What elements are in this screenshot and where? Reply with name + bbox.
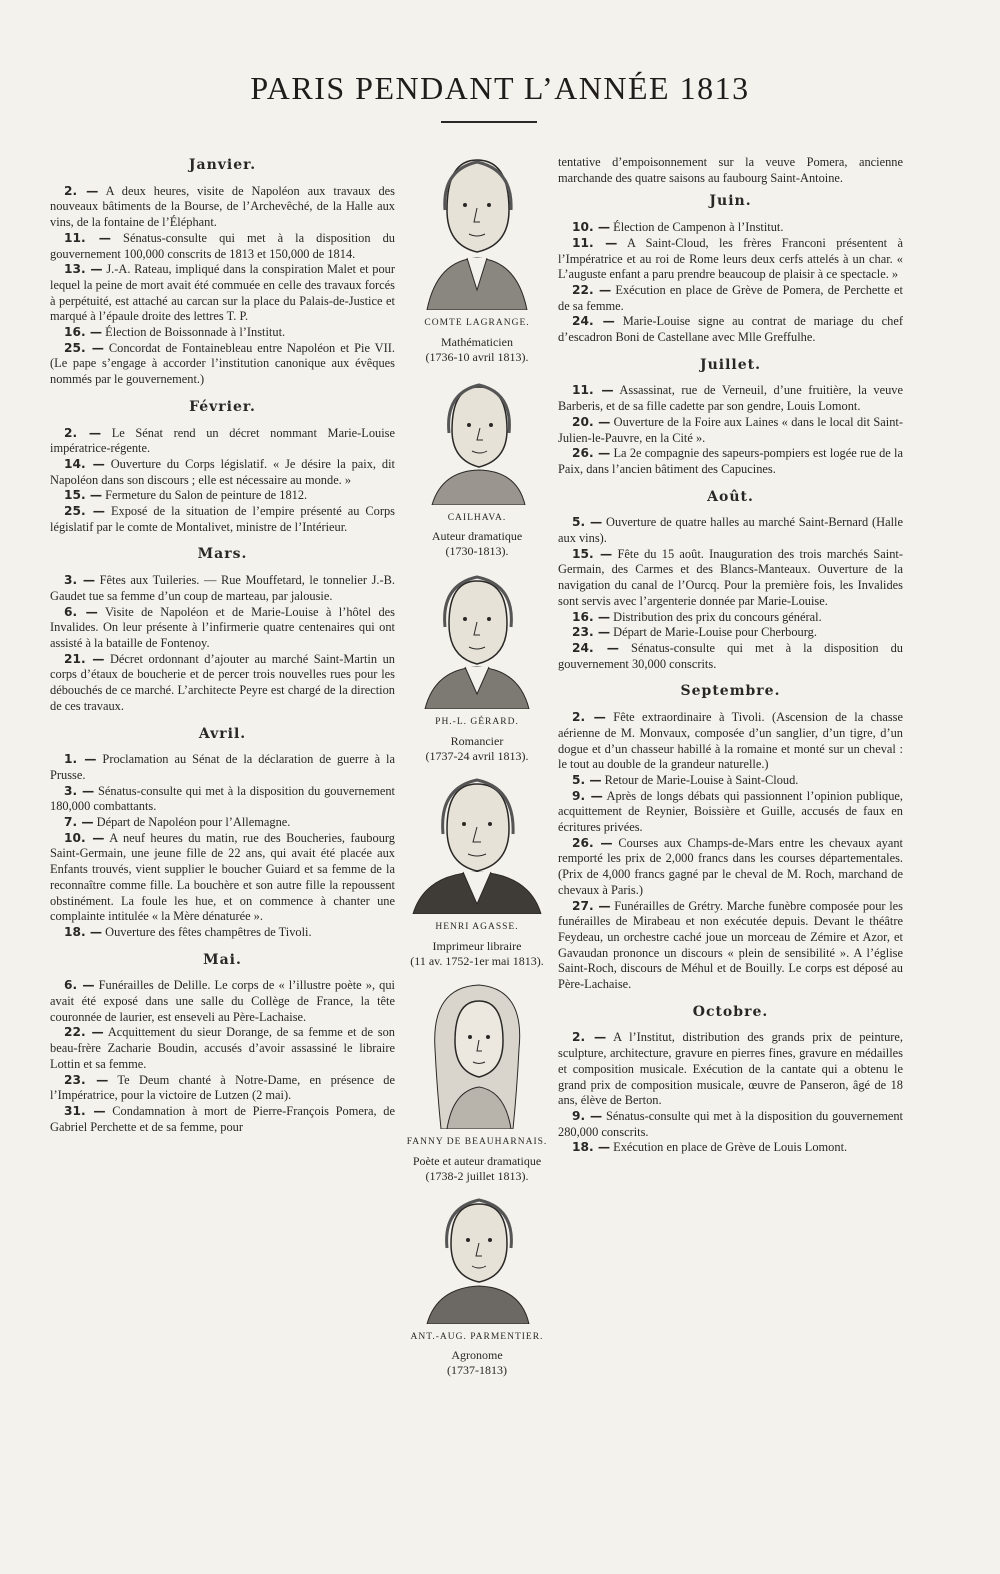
entry-day: 2. —	[572, 710, 606, 725]
entry-day: 25. —	[64, 340, 104, 355]
entry	[558, 415, 903, 446]
entry	[558, 547, 903, 610]
entry-day: 9. —	[572, 1108, 603, 1123]
entry	[50, 184, 395, 231]
entry-text: Ouverture des fêtes champêtres de Tivoli.	[105, 924, 312, 939]
month-heading: Février.	[189, 398, 256, 415]
entry	[558, 710, 903, 773]
entry	[558, 515, 903, 546]
entry-day: 11. —	[572, 383, 614, 398]
entry-text: A Saint-Cloud, les frères Franconi présentent à l’Impératrice et au roi de Rome leurs deux cerfs attelés à un char. « L’auguste enfant a paru prendre beaucoup de plaisir à ce spectacle. »	[558, 235, 903, 282]
entry-text: Élection de Boissonnade à l’Institut.	[105, 325, 286, 340]
portrait-desc: Romancier	[450, 734, 504, 749]
month-heading: Août.	[707, 488, 754, 505]
month-heading: Janvier.	[188, 157, 257, 173]
entry-text: Ouverture de la Foire aux Laines « dans le local dit Saint-Julien-le-Pauvre, en la Cité ».	[558, 414, 903, 445]
section-fevrier	[50, 400, 395, 536]
entry-day: 24. —	[572, 314, 615, 329]
entry-text: Proclamation au Sénat de la déclaration de guerre à la Prusse.	[50, 752, 395, 782]
page-title: PARIS PENDANT L’ANNÉE 1813	[250, 70, 750, 106]
entry-text: A neuf heures du matin, rue des Boucheries, faubourg Saint-Germain, une jeune fille de 22 ans, qui avait été placée aux Enfants trouvés, vient supplier le boucher Guiard et sa femme de la reconnaître comme fille. La bouchère et son autre fille la repoussent obstinément. La foule les hue, et on commence à chanter une complainte intitulée « la Mère dénaturée ».	[50, 830, 395, 924]
entry-text: Marie-Louise signe au contrat de mariage du chef d’escadron Boni de Castellane avec Mlle Greffulhe.	[558, 314, 903, 345]
entry-text: Décret ordonnant d’ajouter au marché Saint-Martin un corps d’étaux de boucherie et de percer trois nouvelles rues pour les débouchés de ce marché. L’architecte Peyre est chargé de la direction de ces travaux.	[50, 651, 395, 713]
entry	[50, 605, 395, 652]
entry-day: 9. —	[572, 788, 603, 803]
section-aout	[558, 490, 903, 673]
portrait-engraving-icon	[417, 569, 537, 709]
entry-text: Départ de Marie-Louise pour Cherbourg.	[613, 625, 817, 640]
entry-day: 3. —	[64, 573, 96, 588]
entry	[50, 504, 395, 535]
entry	[50, 652, 395, 715]
entry	[50, 341, 395, 388]
portrait-dates: (1730-1813).	[445, 544, 509, 559]
portrait-parmentier	[398, 1194, 556, 1379]
entry-day: 3. —	[64, 783, 95, 798]
section-septembre	[558, 684, 903, 992]
title-rule	[441, 121, 537, 123]
portrait-engraving-icon	[417, 375, 537, 505]
entry-text: Exécution en place de Grève de Pomera, de Perchette et de sa femme.	[558, 282, 903, 313]
portrait-name: CAILHAVA.	[447, 512, 507, 523]
month-heading: Avril.	[198, 725, 247, 742]
left-column	[50, 150, 395, 1147]
month-heading: Septembre.	[680, 683, 781, 700]
portrait-engraving-icon	[407, 774, 547, 914]
entry	[50, 231, 395, 262]
entry-text: Départ de Napoléon pour l’Allemagne.	[96, 815, 291, 830]
entry-text: Sénatus-consulte qui met à la disposition du gouvernement 180,000 combattants.	[50, 783, 395, 814]
entry-text: Ouverture de quatre halles au marché Saint-Bernard (Halle aux vins).	[558, 515, 903, 546]
entry-day: 21. —	[64, 651, 105, 666]
entry-day: 10. —	[572, 220, 611, 235]
entry-text: Acquittement du sieur Dorange, de sa femme et de son beau-frère Zacharie Boudin, accusés d’avoir assassiné le libraire Lottin et sa femme.	[50, 1025, 395, 1071]
entry-day: 11. —	[64, 230, 111, 245]
entry	[558, 773, 903, 789]
entry-day: 1. —	[64, 752, 97, 767]
section-juillet	[558, 358, 903, 478]
entry-day: 6. —	[64, 604, 98, 619]
entry-day: 16. —	[572, 609, 611, 624]
entry-text: Après de longs débats qui passionnent l’opinion publique, acquittement de Reynier, Boissière et Guille, accusés de faux en écritures privées.	[558, 788, 904, 835]
entry	[558, 1140, 903, 1156]
entry	[558, 641, 903, 672]
entry-text: Sénatus-consulte qui met à la disposition du gouvernement 100,000 conscrits de 1813 et 150,000 de 1814.	[50, 230, 395, 261]
entry-day: 15. —	[572, 546, 613, 561]
entry	[558, 836, 903, 899]
entry-text: Te Deum chanté à Notre-Dame, en présence de l’Impératrice, pour la victoire de Lutzen (2 mai).	[50, 1072, 395, 1103]
entry	[50, 815, 395, 831]
month-heading: Mai.	[203, 951, 242, 968]
portrait-dates: (11 av. 1752-1er mai 1813).	[410, 953, 544, 968]
entry	[50, 784, 395, 815]
section-avril	[50, 727, 395, 941]
portrait-column	[398, 150, 556, 1388]
portrait-agasse	[398, 774, 556, 969]
entry-day: 23. —	[572, 625, 611, 640]
entry-day: 16. —	[64, 325, 103, 340]
entry	[50, 488, 395, 504]
entry-text: Le Sénat rend un décret nommant Marie-Louise impératrice-régente.	[50, 425, 395, 456]
entry-day: 26. —	[572, 446, 611, 461]
portrait-name: ANT.-AUG. PARMENTIER.	[410, 1331, 544, 1342]
entry	[558, 236, 903, 283]
entry-text: Concordat de Fontainebleau entre Napoléon et Pie VII. (Le pape s’engage à accorder l’institution canonique aux évêques nommés par le gouvernement.)	[50, 340, 395, 387]
portrait-dates: (1737-1813)	[447, 1363, 507, 1378]
entry	[50, 426, 395, 457]
entry-text: A deux heures, visite de Napoléon aux travaux des nouveaux bâtiments de la Bourse, de l’Archevêché, de la Halle aux vins, de la fontaine de l’Éléphant.	[50, 183, 395, 230]
entry-text: Élection de Campenon à l’Institut.	[613, 220, 784, 235]
entry-day: 2. —	[64, 183, 99, 198]
entry	[50, 1073, 395, 1104]
entry-day: 23. —	[64, 1072, 109, 1087]
entry	[558, 1030, 903, 1109]
portrait-lagrange	[398, 150, 556, 365]
entry-text: Sénatus-consulte qui met à la disposition du gouvernement 30,000 conscrits.	[558, 640, 903, 671]
entry-day: 22. —	[64, 1025, 104, 1040]
entry	[558, 789, 903, 836]
entry-day: 18. —	[572, 1140, 611, 1155]
entry	[558, 220, 903, 236]
entry-text: Distribution des prix du concours général.	[613, 609, 822, 624]
right-column	[558, 155, 903, 1168]
entry	[558, 899, 903, 993]
month-heading: Juillet.	[699, 356, 761, 373]
entry-day: 7. —	[64, 815, 94, 830]
portrait-name: PH.-L. GÉRARD.	[435, 717, 519, 728]
section-octobre	[558, 1005, 903, 1156]
entry-text: Exposé de la situation de l’empire présenté au Corps législatif par le comte de Montalivet, ministre de l’Intérieur.	[50, 504, 395, 534]
entry-text: Ouverture du Corps législatif. « Je désire la paix, dit Napoléon dans son discours ; elle est nécessaire au monde. »	[50, 456, 396, 487]
section-janvier	[50, 158, 395, 388]
entry-day: 15. —	[64, 488, 103, 503]
portrait-name: HENRI AGASSE.	[435, 922, 519, 933]
portrait-desc: Agronome	[451, 1348, 503, 1363]
entry	[50, 1025, 395, 1072]
portrait-desc: Mathématicien	[441, 334, 513, 349]
entry-text: Sénatus-consulte qui met à la disposition du gouvernement 280,000 conscrits.	[558, 1108, 903, 1139]
entry	[558, 446, 903, 477]
entry-day: 18. —	[64, 924, 103, 939]
entry-day: 5. —	[572, 515, 603, 530]
portrait-name: FANNY DE BEAUHARNAIS.	[406, 1136, 548, 1147]
entry	[558, 283, 903, 314]
portrait-engraving-icon	[417, 1194, 537, 1324]
entry-text: Exécution en place de Grève de Louis Lomont.	[613, 1140, 848, 1155]
entry-day: 22. —	[572, 282, 612, 297]
month-heading: Octobre.	[692, 1003, 769, 1020]
portrait-engraving-icon	[417, 979, 537, 1129]
entry	[558, 383, 903, 414]
entry-text: Retour de Marie-Louise à Saint-Cloud.	[604, 772, 799, 787]
portrait-dates: (1737-24 avril 1813).	[425, 749, 529, 764]
entry-text: A l’Institut, distribution des grands prix de peinture, sculpture, architecture, gravure en pierres fines, gravure en médailles et composition musicale. Exécution de la cantate qui a obtenu le grand prix de composition musicale, œuvre de Panseron, âgé de 18 ans, élève de Berton.	[558, 1030, 903, 1108]
continued-text: tentative d’empoisonnement sur la veuve Pomera, ancienne marchande des quatre saisons au faubourg Saint-Antoine.	[558, 155, 903, 185]
entry-day: 5. —	[572, 772, 602, 787]
portrait-desc: Poète et auteur dramatique	[412, 1153, 542, 1168]
month-heading: Juin.	[709, 193, 752, 210]
entry	[558, 625, 903, 641]
month-heading: Mars.	[197, 546, 248, 563]
portrait-cailhava	[398, 375, 556, 560]
entry-day: 20. —	[572, 414, 611, 429]
entry-day: 11. —	[572, 235, 618, 250]
entry-text: Condamnation à mort de Pierre-François Pomera, de Gabriel Perchette et de sa femme, pour	[50, 1103, 395, 1134]
section-mai	[50, 953, 395, 1136]
entry-day: 14. —	[64, 456, 105, 471]
entry-day: 27. —	[572, 898, 611, 913]
entry-text: Funérailles de Grétry. Marche funèbre composée pour les funérailles de Mirabeau et non exécutée depuis. Devant le théâtre Feydeau, un orchestre caché joue un morceau de Zémire et Azor, et Gavaudan prononce un discours « plein de sensibilité ». A l’église Saint-Roch, discours de Méhul et de Bouilly. Le corps est déposé au Père-Lachaise.	[558, 898, 903, 992]
entry	[558, 610, 903, 626]
entry	[558, 1109, 903, 1140]
entry-day: 10. —	[64, 830, 105, 845]
entry-text: J.-A. Rateau, impliqué dans la conspiration Malet et pour lequel la peine de mort avait été commuée en celle des travaux forcés à perpétuité, est attaché au carcan sur la place du Palais-de-Justice et marqué à l’épaule droite des lettres T. P.	[50, 262, 395, 324]
entry-text: Fête du 15 août. Inauguration des trois marchés Saint-Germain, des Carmes et des Blancs-Manteaux. Ouverture de la navigation du canal de l’Ourcq. Pour la première fois, les Invalides sont servis avec l’argenterie donnée par Marie-Louise.	[558, 546, 903, 608]
entry-day: 2. —	[572, 1030, 607, 1045]
portrait-desc: Auteur dramatique	[431, 529, 523, 544]
entry-day: 25. —	[64, 504, 105, 519]
entry-day: 24. —	[572, 640, 619, 655]
entry-day: 2. —	[64, 425, 102, 440]
entry-text: Fermeture du Salon de peinture de 1812.	[105, 488, 308, 503]
section-mars	[50, 547, 395, 714]
portrait-dates: (1736-10 avril 1813).	[425, 349, 529, 364]
portrait-beauharnais	[398, 979, 556, 1184]
entry-day: 13. —	[64, 262, 103, 277]
entry	[50, 573, 395, 604]
entry	[50, 1104, 395, 1135]
entry-day: 6. —	[64, 978, 95, 993]
entry	[50, 925, 395, 941]
portrait-desc: Imprimeur libraire	[432, 938, 522, 953]
entry-day: 31. —	[64, 1103, 106, 1118]
entry	[50, 831, 395, 925]
entry-text: Visite de Napoléon et de Marie-Louise à l’hôtel des Invalides. On leur présente à l’infirmerie quatre centenaires qui ont assisté à la bataille de Fontenoy.	[50, 604, 395, 650]
entry	[558, 314, 903, 345]
entry-text: Fête extraordinaire à Tivoli. (Ascension de la chasse aérienne de M. Monvaux, composée d’un sanglier, d’un tigre, d’un dogue et d’un chasseur habillé à la romaine et monté sur un cheval : le tout au double de la grandeur naturelle.)	[558, 710, 903, 772]
portrait-dates: (1738-2 juillet 1813).	[425, 1168, 529, 1183]
entry	[50, 978, 395, 1025]
entry-text: La 2e compagnie des sapeurs-pompiers est logée rue de la Paix, dans l’ancien bâtiment des Capucines.	[558, 446, 903, 476]
portrait-engraving-icon	[417, 150, 537, 310]
portrait-name: COMTE LAGRANGE.	[424, 318, 530, 328]
entry	[50, 262, 395, 325]
entry	[50, 457, 395, 488]
entry-text: Courses aux Champs-de-Mars entre les chevaux ayant remporté les prix de 2,000 francs dans les courses départementales. (Prix de 4,000 francs gagné par le cheval de M. Roch, marchand de chevaux à Paris.)	[558, 835, 903, 897]
portrait-gerard	[398, 569, 556, 764]
entry-text: Funérailles de Delille. Le corps de « l’illustre poète », qui avait été exposé dans une salle du Collège de France, la tête couronnée de laurier, est enseveli au Père-Lachaise.	[50, 978, 395, 1024]
section-juin	[558, 194, 903, 345]
entry-text: Assassinat, rue de Verneuil, d’une fruitière, la veuve Barberis, et de sa fille cadette par son gendre, Louis Lomont.	[558, 383, 903, 414]
entry-text: Fêtes aux Tuileries. — Rue Mouffetard, le tonnelier J.-B. Gaudet tue sa femme d’un coup de marteau, par jalousie.	[50, 573, 395, 603]
entry	[50, 752, 395, 783]
entry	[50, 325, 395, 341]
entry-day: 26. —	[572, 835, 613, 850]
